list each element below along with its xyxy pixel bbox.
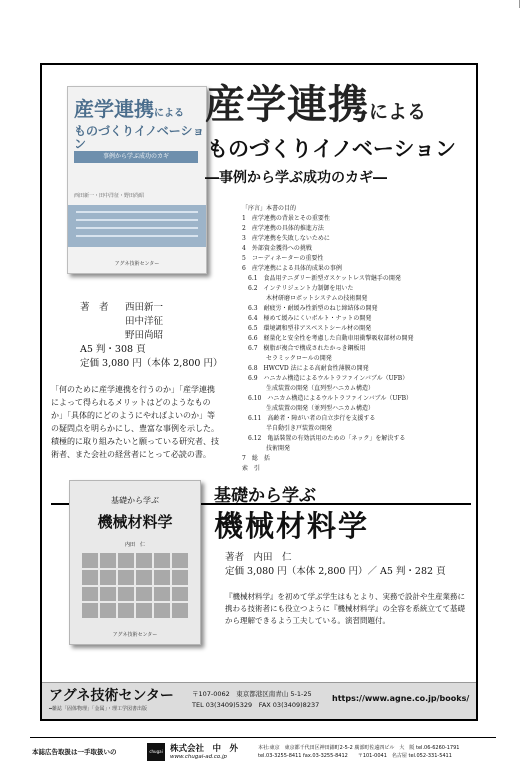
toc-item: 6.8 HWCVD 法による高耐食性薄膜の開発 — [242, 365, 369, 372]
book1-author-list — [125, 301, 163, 343]
footer-address-line: 本社:東京 東京都千代田区神田錦町2-5-2 廣部町佐遠四ビル 大 阪 tel.06-6260-1791 — [258, 745, 460, 751]
toc-item: 6.2 インテリジェント力制御を用いた — [242, 285, 354, 292]
publisher-phone: TEL 03(3409)5329 FAX 03(3409)8237 — [192, 701, 320, 709]
toc-item: 7 総 括 — [242, 455, 270, 462]
toc-item: 生成装置の開発（並列型ハニカム構造） — [242, 405, 375, 412]
toc-item: 6.4 極めて緩みにくいボルト・ナットの開発 — [242, 315, 372, 322]
publisher-url[interactable]: https://www.agne.co.jp/books/ — [332, 694, 470, 703]
toc-item: 6.6 軽量化と安全性を考慮した自動車用衝撃吸収部材の開発 — [242, 335, 414, 342]
book1-cover-image — [67, 86, 207, 274]
book2-cover-title-line2: 機械材料学 — [97, 513, 173, 531]
book2-title-line1: 基礎から学ぶ — [214, 486, 316, 506]
footer-address — [258, 744, 459, 760]
book1-subtitle: ―事例から学ぶ成功のカギ― — [205, 170, 387, 186]
toc-item: 6.3 耐疲労・耐緩み性新型のねじ締結体の開発 — [242, 305, 378, 312]
chugai-logo-icon: chugai — [147, 743, 165, 761]
toc-item: 6.7 樹脂が複合で構成されたかっき鋼板用 — [242, 345, 366, 352]
book1-price: 定価 3,080 円（本体 2,800 円） — [80, 358, 223, 369]
toc-item: 6.11 高齢者・障がい者の自立歩行を支援する — [242, 415, 376, 422]
book2-cover-image — [69, 480, 201, 645]
book2-cover-grid — [82, 553, 188, 618]
book2-cover-publisher: アグネ技術センター — [112, 632, 158, 638]
book2-price: 定価 3,080 円（本体 2,800 円）／ A5 判・282 頁 — [225, 566, 446, 577]
book1-author-label: 著 者 — [80, 302, 109, 313]
crop-mark — [512, 0, 520, 8]
book1-author: 西田新一 — [125, 302, 164, 313]
book1-title-line2: ものづくりイノベーション — [207, 137, 457, 161]
book1-cover-subtitle: 事例から学ぶ成功のカギ — [74, 151, 198, 163]
toc-item: 「序言」本書の目的 — [242, 205, 297, 212]
toc-item: 半自動引き戸装置の開発 — [242, 425, 333, 432]
toc-item: 6 産学連携による具体的成果の事例 — [242, 265, 342, 272]
book1-author: 野田尚昭 — [125, 330, 164, 341]
book1-cover-title-line2: ものづくりイノベーション — [74, 124, 205, 151]
book2-author: 著者 内田 仁 — [225, 552, 292, 563]
book2-cover-title-line1: 基礎から学ぶ — [111, 496, 159, 505]
toc-item: 技術開発 — [242, 445, 291, 452]
toc-item: 6.9 ハニカム構造によるウルトラファインバブル（UFB） — [242, 375, 409, 382]
publisher-tagline: ━雑誌「固体物理」「金属」・理工学図書出版 — [49, 706, 148, 712]
book2-heading — [214, 485, 369, 545]
book1-meta — [80, 301, 222, 371]
book1-format: A5 判・308 頁 — [80, 344, 146, 355]
footer-rule — [30, 737, 496, 738]
book1-title-particle: による — [369, 101, 427, 123]
toc-item: セラミックロールの開発 — [242, 355, 332, 362]
toc-item: 木材研磨ロボットシステムの技術開発 — [242, 295, 368, 302]
toc-item: 生成装置の開発（直列型ハニカム構造） — [242, 385, 375, 392]
book1-table-of-contents — [242, 204, 474, 474]
footer-company: 株式会社 中 外 — [170, 744, 239, 754]
toc-item: 4 外部資金獲得への挑戦 — [242, 245, 312, 252]
footer — [30, 742, 496, 764]
toc-item: 6.1 食品用テニダリー新型ガスケットレス管継手の開発 — [242, 275, 401, 282]
book1-cover-authors: 西田新一・田中洋征・野田尚昭 — [74, 193, 145, 199]
book1-cover-band — [68, 205, 206, 247]
toc-item: 6.5 環境調和型非アスベストシール材の開発 — [242, 325, 372, 332]
publisher-bar — [42, 682, 476, 719]
advertisement-frame — [40, 63, 478, 721]
toc-item: 1 産学連携の背景とその重要性 — [242, 215, 330, 222]
toc-item: 3 産学連携を失敗しないために — [242, 235, 330, 242]
toc-item: 5 コーディネーターの重要性 — [242, 255, 324, 262]
footer-address-line: tel.03-3255-8411 fax.03-3255-8412 〒101-0041 名古屋 tel.052-331-5411 — [258, 753, 452, 759]
publisher-address: 〒107-0062 東京都港区南青山 5-1-25 — [192, 690, 312, 698]
footer-lead: 本誌広告取扱は一手取扱いの — [32, 748, 117, 756]
book2-cover-author: 内田 仁 — [124, 542, 145, 548]
book2-description: 『機械材料学』を初めて学ぶ学生はもとより、実務で設計や生産業務に携わる技術者にも役立つように『機械材料学』の全容を系統立てて基礎から理解できるよう工夫している。演習問題付。 — [225, 592, 465, 625]
book1-cover-title-particle: による — [154, 108, 184, 119]
book1-author: 田中洋征 — [125, 316, 164, 327]
book1-cover-title-main: 産学連携 — [74, 97, 154, 121]
toc-item: 6.10 ハニカム構造によるウルトラファインバブル（UFB） — [242, 395, 413, 402]
book2-meta — [225, 551, 446, 579]
footer-url[interactable]: www.chugai-ad.co.jp — [170, 754, 228, 760]
book1-cover-title — [74, 99, 206, 150]
publisher-address-block — [192, 689, 319, 711]
book1-cover-publisher: アグネ技術センター — [114, 261, 160, 267]
toc-item: 2 産学連携の具体的推進方法 — [242, 225, 324, 232]
publisher-name: アグネ技術センター — [49, 688, 174, 704]
book1-description: 「何のために産学連携を行うのか」「産学連携によって得られるメリットはどのようなものか」「具体的にどのようにやればよいのか」等の疑問点を明らかにし、豊富な事例を示した。 積極的に取り組みたいと願っている研究者、技術者、また会社の経営者にとって必読の書。 — [51, 385, 219, 459]
book1-title-main: 産学連携 — [205, 82, 369, 128]
book2-title-line2: 機械材料学 — [214, 509, 370, 543]
toc-item: 索 引 — [242, 465, 261, 472]
toc-item: 6.12 亀話裝置の有効活用のための「ネック」を解決する — [242, 435, 406, 442]
book1-heading — [205, 83, 475, 188]
